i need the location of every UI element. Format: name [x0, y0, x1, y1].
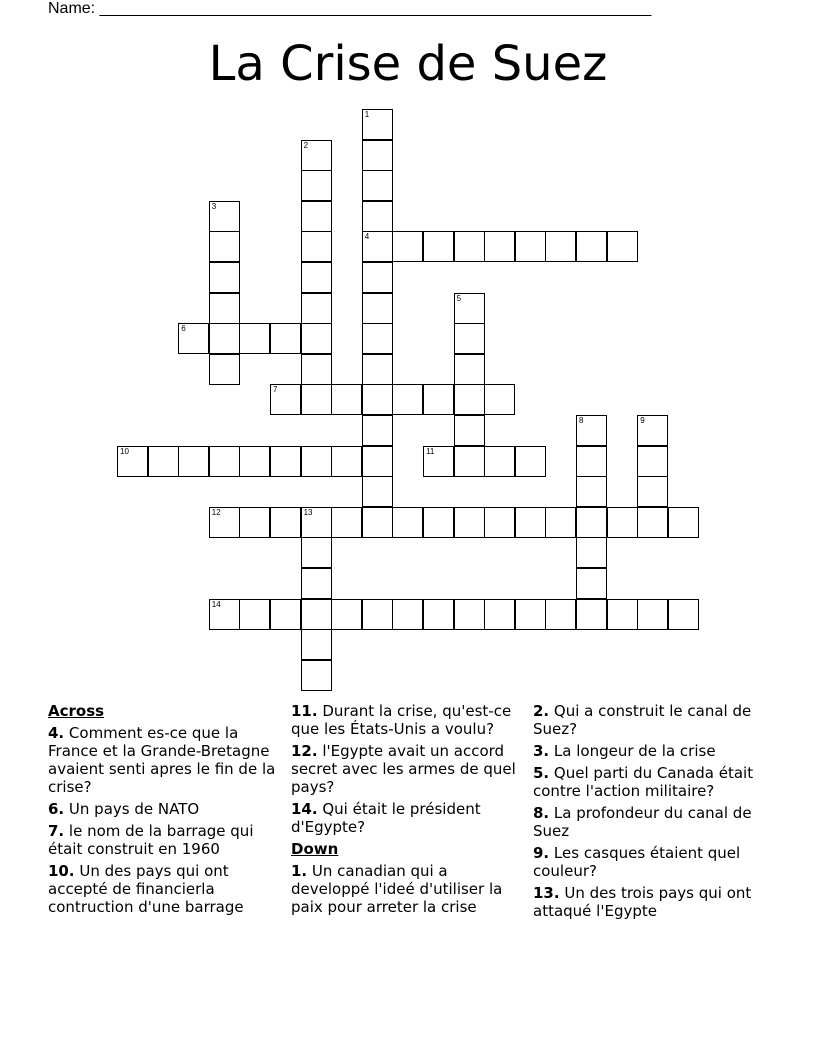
clue-number: 12.: [291, 742, 318, 760]
grid-cell[interactable]: [576, 231, 607, 262]
grid-cell[interactable]: [576, 537, 607, 568]
clue-down-2: [533, 702, 765, 738]
grid-cell[interactable]: [637, 415, 668, 446]
grid-cell[interactable]: [362, 507, 393, 538]
grid-cell[interactable]: [607, 231, 638, 262]
grid-cell[interactable]: [362, 323, 393, 354]
grid-cell[interactable]: [515, 231, 546, 262]
grid-cell[interactable]: [239, 323, 270, 354]
grid-cell[interactable]: [423, 599, 454, 630]
grid-cell[interactable]: [607, 507, 638, 538]
grid-cell[interactable]: [362, 293, 393, 324]
grid-cell[interactable]: [576, 599, 607, 630]
grid-cell[interactable]: [301, 140, 332, 171]
grid-cell[interactable]: [515, 599, 546, 630]
clue-text: La profondeur du canal de Suez: [533, 804, 752, 840]
clue-number: 5.: [533, 764, 550, 782]
down-heading: Down: [291, 840, 339, 858]
grid-cell[interactable]: [454, 384, 485, 415]
clue-text: Durant la crise, qu'est-ce que les États-Unis a voulu?: [291, 702, 512, 738]
clue-number: 2.: [533, 702, 550, 720]
clue-text: Qui a construit le canal de Suez?: [533, 702, 752, 738]
grid-cell[interactable]: [362, 201, 393, 232]
grid-cell[interactable]: [301, 323, 332, 354]
clue-number: 1.: [291, 862, 308, 880]
grid-cell[interactable]: [331, 507, 362, 538]
clue-number: 4.: [48, 724, 65, 742]
grid-cell[interactable]: [209, 446, 240, 477]
grid-cell[interactable]: [331, 384, 362, 415]
grid-cell[interactable]: [484, 599, 515, 630]
grid-cell[interactable]: [454, 354, 485, 385]
grid-cell[interactable]: [301, 293, 332, 324]
cell-number: 10: [120, 446, 129, 456]
clue-text: Un canadian qui a developpé l'ideé d'utiliser la paix pour arreter la crise: [291, 862, 503, 916]
grid-cell[interactable]: [362, 140, 393, 171]
grid-cell[interactable]: [484, 507, 515, 538]
grid-cell[interactable]: [331, 599, 362, 630]
cell-number: 13: [303, 507, 313, 517]
grid-cell[interactable]: [484, 231, 515, 262]
clue-text: Les casques étaient quel couleur?: [533, 844, 741, 880]
grid-cell[interactable]: [148, 446, 179, 477]
grid-cell[interactable]: [576, 476, 607, 507]
clue-text: Un des trois pays qui ont attaqué l'Egypte: [533, 884, 752, 920]
grid-cell[interactable]: [301, 170, 332, 201]
clue-text: Comment es-ce que la France et la Grande-Bretagne avaient senti apres le fin de la crise?: [48, 724, 276, 796]
clue-down-3: [533, 742, 765, 760]
cell-number: 12: [211, 507, 221, 517]
grid-cell[interactable]: [362, 446, 393, 477]
grid-cell[interactable]: [454, 231, 485, 262]
grid-cell[interactable]: [637, 599, 668, 630]
clues-column-3: [533, 702, 765, 924]
grid-cell[interactable]: [362, 415, 393, 446]
cell-number: 11: [426, 446, 435, 456]
grid-cell[interactable]: [301, 446, 332, 477]
grid-cell[interactable]: [209, 262, 240, 293]
grid-cell[interactable]: [209, 201, 240, 232]
cell-number: 2: [303, 140, 309, 150]
grid-cell[interactable]: [545, 507, 576, 538]
grid-cell[interactable]: [270, 323, 301, 354]
grid-cell[interactable]: [301, 384, 332, 415]
cell-number: 1: [364, 110, 370, 119]
grid-cell[interactable]: [668, 507, 699, 538]
grid-cell[interactable]: [362, 231, 393, 262]
grid-cell[interactable]: [576, 507, 607, 538]
clue-text: Qui était le président d'Egypte?: [291, 800, 481, 836]
clue-across-4: [48, 724, 280, 796]
cell-number: 4: [364, 232, 370, 242]
cell-number: 8: [579, 416, 584, 425]
grid-cell[interactable]: [301, 201, 332, 232]
grid-cell[interactable]: [637, 507, 668, 538]
clue-text: La longeur de la crise: [553, 742, 716, 760]
grid-cell[interactable]: [301, 354, 332, 385]
grid-cell[interactable]: [331, 446, 362, 477]
grid-cell[interactable]: [484, 446, 515, 477]
grid-cell[interactable]: [576, 415, 607, 446]
cell-number: 9: [640, 416, 645, 425]
grid-cell[interactable]: [301, 537, 332, 568]
grid-cell[interactable]: [301, 599, 332, 630]
grid-cell[interactable]: [239, 446, 270, 477]
grid-cell[interactable]: [454, 323, 485, 354]
grid-cell[interactable]: [423, 231, 454, 262]
clue-text: Un des pays qui ont accepté de financierla contruction d'une barrage: [48, 862, 244, 916]
clue-down-13: [533, 884, 765, 920]
clues-column-1: [48, 702, 280, 920]
grid-cell[interactable]: [270, 446, 301, 477]
clue-number: 6.: [48, 800, 65, 818]
clue-across-11: [291, 702, 523, 738]
clue-text: Quel parti du Canada était contre l'action militaire?: [533, 764, 754, 800]
clue-across-6: [48, 800, 280, 818]
cell-number: 3: [211, 201, 217, 211]
grid-cell[interactable]: [607, 599, 638, 630]
grid-cell[interactable]: [454, 293, 485, 324]
grid-cell[interactable]: [301, 629, 332, 660]
grid-cell[interactable]: [362, 384, 393, 415]
page-title: La Crise de Suez: [208, 36, 608, 92]
grid-cell[interactable]: [637, 476, 668, 507]
cell-number: 7: [273, 385, 278, 395]
grid-cell[interactable]: [392, 231, 423, 262]
grid-cell[interactable]: [454, 599, 485, 630]
grid-cell[interactable]: [515, 507, 546, 538]
grid-cell[interactable]: [454, 446, 485, 477]
grid-cell[interactable]: [423, 446, 454, 477]
grid-cell[interactable]: [576, 446, 607, 477]
grid-cell[interactable]: [668, 599, 699, 630]
clue-text: le nom de la barrage qui était construit en 1960: [48, 822, 254, 858]
grid-cell[interactable]: [239, 507, 270, 538]
grid-cell[interactable]: [209, 293, 240, 324]
grid-cell[interactable]: [454, 507, 485, 538]
grid-cell[interactable]: [362, 599, 393, 630]
clue-number: 7.: [48, 822, 65, 840]
grid-cell[interactable]: [209, 231, 240, 262]
clue-across-10: [48, 862, 280, 916]
grid-cell[interactable]: [178, 446, 209, 477]
across-heading: Across: [48, 702, 105, 720]
cell-number: 14: [211, 599, 221, 609]
grid-cell[interactable]: [392, 599, 423, 630]
cell-number: 6: [181, 324, 186, 334]
grid-cell[interactable]: [454, 415, 485, 446]
grid-cell[interactable]: [392, 507, 423, 538]
grid-cell[interactable]: [515, 446, 546, 477]
clue-down-5: [533, 764, 765, 800]
cell-number: 5: [456, 293, 462, 303]
grid-cell[interactable]: [301, 231, 332, 262]
grid-cell[interactable]: [484, 384, 515, 415]
clue-across-12: [291, 742, 523, 796]
grid-cell[interactable]: [301, 262, 332, 293]
grid-cell[interactable]: [637, 446, 668, 477]
grid-cell[interactable]: [270, 599, 301, 630]
grid-cell[interactable]: [239, 599, 270, 630]
grid-cell[interactable]: [178, 323, 209, 354]
clue-number: 8.: [533, 804, 550, 822]
clue-number: 9.: [533, 844, 550, 862]
grid-cell[interactable]: [209, 354, 240, 385]
clue-across-7: [48, 822, 280, 858]
clue-down-9: [533, 844, 765, 880]
grid-cell[interactable]: [301, 568, 332, 599]
clue-text: l'Egypte avait un accord secret avec les armes de quel pays?: [291, 742, 516, 796]
clues-column-2: [291, 702, 523, 920]
grid-cell[interactable]: [209, 323, 240, 354]
grid-cell[interactable]: [362, 170, 393, 201]
grid-cell[interactable]: [423, 384, 454, 415]
grid-cell[interactable]: [270, 507, 301, 538]
clue-number: 3.: [533, 742, 550, 760]
grid-cell[interactable]: [545, 231, 576, 262]
clue-across-14: [291, 800, 523, 836]
grid-cell[interactable]: [362, 476, 393, 507]
grid-cell[interactable]: [301, 507, 332, 538]
grid-cell[interactable]: [209, 507, 240, 538]
grid-cell[interactable]: [362, 262, 393, 293]
grid-cell[interactable]: [362, 109, 393, 140]
clue-text: Un pays de NATO: [68, 800, 200, 818]
clue-number: 14.: [291, 800, 318, 818]
name-field[interactable]: Name: ______________________________________________________________: [48, 0, 652, 17]
grid-cell[interactable]: [362, 354, 393, 385]
clue-number: 10.: [48, 862, 75, 880]
grid-cell[interactable]: [209, 599, 240, 630]
clue-down-8: [533, 804, 765, 840]
grid-cell[interactable]: [576, 568, 607, 599]
grid-cell[interactable]: [423, 507, 454, 538]
clue-number: 13.: [533, 884, 560, 902]
grid-cell[interactable]: [117, 446, 148, 477]
clue-number: 11.: [291, 702, 318, 720]
grid-cell[interactable]: [270, 384, 301, 415]
grid-cell[interactable]: [301, 660, 332, 691]
grid-cell[interactable]: [545, 599, 576, 630]
grid-cell[interactable]: [392, 384, 423, 415]
clue-down-1: [291, 862, 523, 916]
